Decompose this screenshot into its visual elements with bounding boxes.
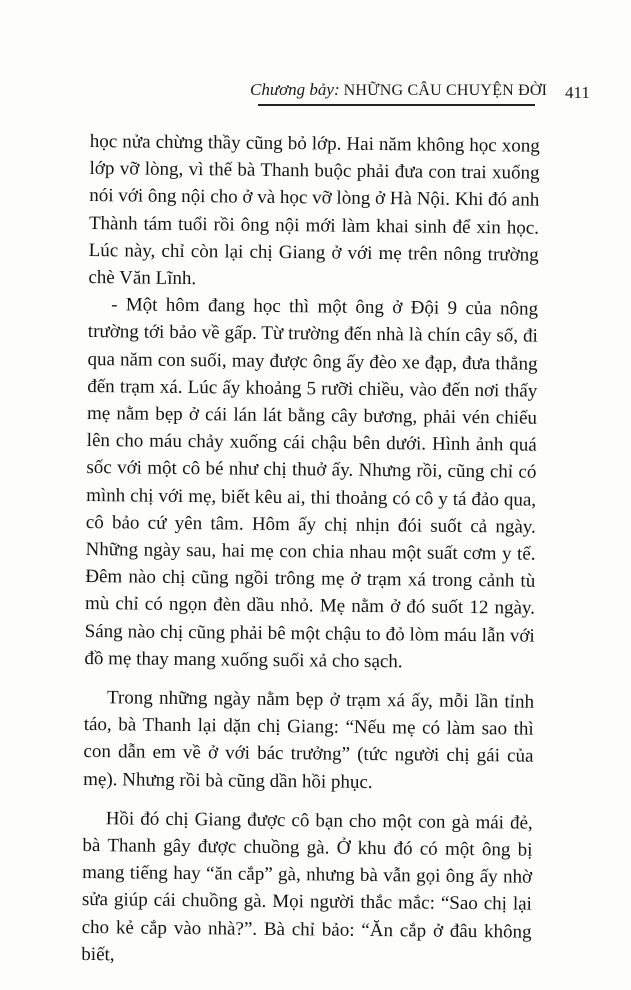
- paragraph: - Một hôm đang học thì một ông ở Đội 9 của nông trường tới bảo về gấp. Từ trường đến nhà là chín cây số, đi qua năm con suối, may được ông ấy đèo xe đạp, đưa thẳng đến trạm xá. Lúc ấy khoảng 5 rưỡi chiều, vào đến nơi thấy mẹ nằm bẹp ở cái lán lát bằng cây bương, phải vén chiếu lên cho máu chảy xuống cái chậu bên dưới. Hình ảnh quá sốc với một cô bé như chị thuở ấy. Nhưng rồi, cũng chỉ có mình chị với mẹ, biết kêu ai, thi thoảng có cô y tá đảo qua, cô bảo cứ yên tâm. Hôm ấy chị nhịn đói suốt cả ngày. Những ngày sau, hai mẹ con chia nhau một suất cơm y tế. Đêm nào chị cũng ngồi trông mẹ ở trạm xá trong cảnh tù mù chỉ có ngọn đèn dầu nhỏ. Mẹ nằm ở đó suốt 12 ngày. Sáng nào chị cũng phải bê một chậu to đỏ lòm máu lẫn với đồ mẹ thay mang xuống suối xả cho sạch.: [84, 294, 539, 673]
- body-text: [81, 128, 540, 973]
- paragraph: học nửa chừng thầy cũng bỏ lớp. Hai năm không học xong lớp vỡ lòng, vì thế bà Thanh buộc phải đưa con trai xuống nói với ông nội cho ở và học vỡ lòng ở Hà Nội. Khi đó anh Thành tám tuổi rồi ông nội mới làm khai sinh để xin học. Lúc này, chỉ còn lại chị Giang ở với mẹ trên nông trường chè Văn Lĩnh.: [88, 130, 540, 290]
- paragraph: Trong những ngày nằm bẹp ở trạm xá ấy, mỗi lần tỉnh táo, bà Thanh lại dặn chị Giang: “Nếu mẹ có làm sao thì con dẫn em về ở với bác trưởng” (tức người chị gái của mẹ). Nhưng rồi bà cũng dần hồi phục.: [83, 687, 535, 793]
- chapter-title: NHỮNG CÂU CHUYỆN ĐỜI: [343, 82, 548, 99]
- header-rule: [258, 104, 535, 106]
- page-number: 411: [565, 83, 590, 102]
- running-header: [250, 80, 548, 100]
- paragraph: Hồi đó chị Giang được cô bạn cho một con gà mái đẻ, bà Thanh gây được chuồng gà. Ở khu đó có một ông bị mang tiếng hay “ăn cắp” gà, nhưng bà vẫn gọi ông ấy nhờ sửa giúp cái chuồng gà. Mọi người thắc mắc: “Sao chị lại cho kẻ cắp vào nhà?”. Bà chỉ bảo: “Ăn cắp ở đâu không biết,: [81, 808, 533, 966]
- chapter-label: Chương bảy:: [250, 80, 340, 99]
